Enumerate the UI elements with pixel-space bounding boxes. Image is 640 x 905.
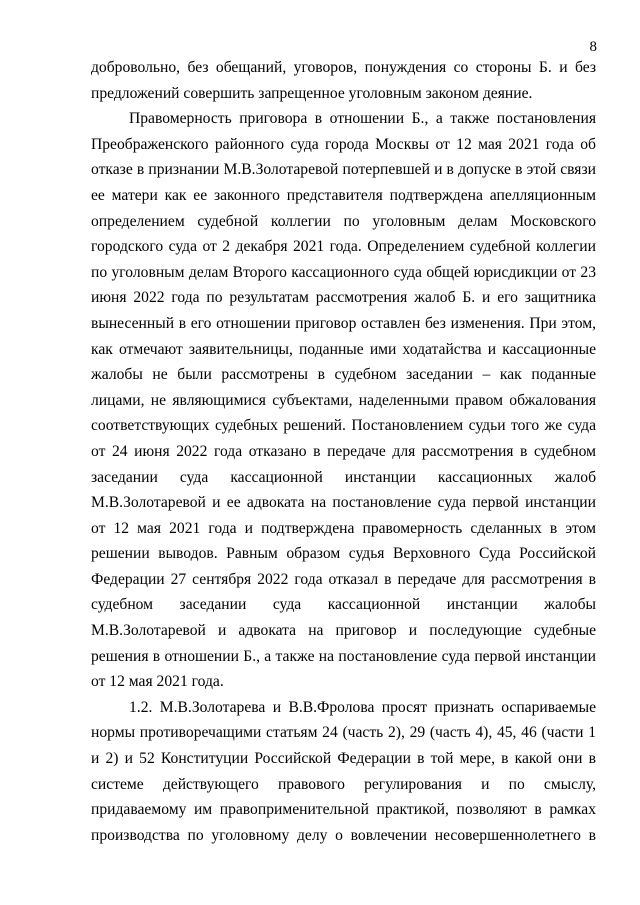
text-line: соответствующих судебных решений. Постановлением судьи того же суда bbox=[91, 417, 596, 435]
text-line: Федерации 27 сентября 2022 года отказал в передаче для рассмотрения в bbox=[91, 570, 596, 588]
text-line: 1.2. М.В.Золотарева и В.В.Фролова просят признать оспариваемые bbox=[129, 698, 596, 716]
text-line: решении выводов. Равным образом судья Верховного Суда Российской bbox=[91, 545, 596, 563]
text-line: от 24 июня 2022 года отказано в передаче для рассмотрения в судебном bbox=[91, 442, 596, 460]
text-line: производства по уголовному делу о вовлечении несовершеннолетнего в bbox=[91, 826, 596, 844]
text-line: предложений совершить запрещенное уголовным законом деяние. bbox=[91, 84, 533, 102]
text-line: решения в отношении Б., а также на постановление суда первой инстанции bbox=[91, 647, 596, 665]
text-line: как отмечают заявительницы, поданные ими ходатайства и кассационные bbox=[91, 340, 596, 358]
text-line: Преображенского районного суда города Москвы от 12 мая 2021 года об bbox=[91, 135, 596, 153]
text-line: заседании суда кассационной инстанции кассационных жалоб bbox=[91, 468, 596, 486]
text-line: июня 2022 года по результатам рассмотрения жалоб Б. и его защитника bbox=[91, 289, 596, 307]
text-line: лицами, не являющимися субъектами, наделенными правом обжалования bbox=[91, 391, 596, 409]
text-line: по уголовным делам Второго кассационного суда общей юрисдикции от 23 bbox=[91, 263, 596, 281]
text-line: добровольно, без обещаний, уговоров, понуждения со стороны Б. и без bbox=[91, 59, 596, 76]
text-line: Правомерность приговора в отношении Б., а также постановления bbox=[129, 110, 596, 128]
text-line: М.В.Золотаревой и адвоката на приговор и последующие судебные bbox=[91, 622, 596, 640]
text-line: определением судебной коллегии по уголовным делам Московского bbox=[91, 212, 596, 230]
text-line: придаваемому им правоприменительной практикой, позволяют в рамках bbox=[91, 801, 596, 819]
text-line: ее матери как ее законного представителя подтверждена апелляционным bbox=[91, 186, 596, 204]
document-body bbox=[91, 55, 596, 848]
text-line: и 2) и 52 Конституции Российской Федерации в той мере, в какой они в bbox=[91, 750, 596, 768]
page-number: 8 bbox=[589, 39, 597, 55]
text-line: от 12 мая 2021 года и подтверждена правомерность сделанных в этом bbox=[91, 519, 596, 537]
text-line: судебном заседании суда кассационной инстанции жалобы bbox=[91, 596, 596, 614]
text-line: отказе в признании М.В.Золотаревой потерпевшей и в допуске в этой связи bbox=[91, 161, 596, 179]
text-line: от 12 мая 2021 года. bbox=[91, 673, 224, 691]
text-line: нормы противоречащими статьям 24 (часть 2), 29 (часть 4), 45, 46 (части 1 bbox=[91, 724, 596, 742]
text-line: М.В.Золотаревой и ее адвоката на постановление суда первой инстанции bbox=[91, 494, 596, 512]
text-line: жалобы не были рассмотрены в судебном заседании – как поданные bbox=[91, 366, 596, 384]
text-line: системе действующего правового регулирования и по смыслу, bbox=[91, 775, 596, 793]
text-line: городского суда от 2 декабря 2021 года. Определением судебной коллегии bbox=[91, 238, 596, 256]
text-line: вынесенный в его отношении приговор оставлен без изменения. При этом, bbox=[91, 314, 596, 332]
